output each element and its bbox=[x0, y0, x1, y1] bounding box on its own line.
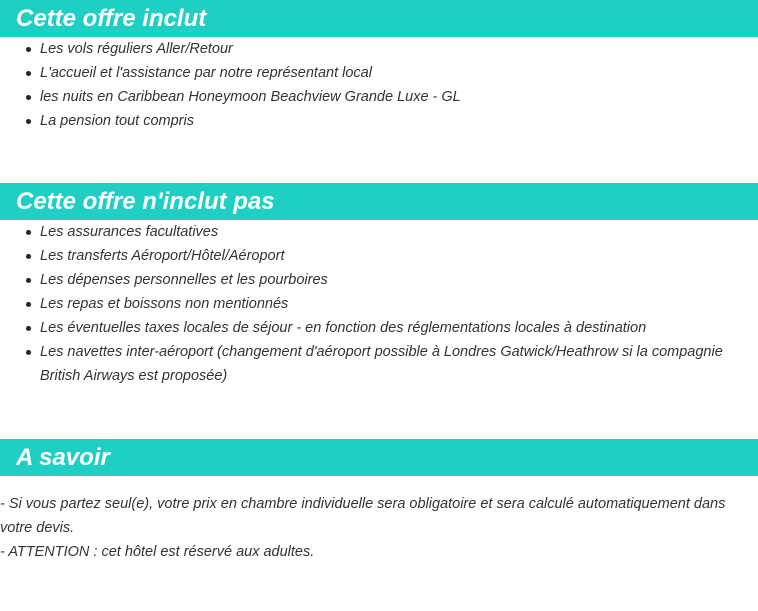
good-to-know-text bbox=[0, 492, 758, 564]
not-included-list bbox=[0, 220, 758, 388]
list-item bbox=[0, 244, 758, 268]
list-item bbox=[0, 316, 758, 340]
list-item-text: Les assurances facultatives bbox=[40, 224, 219, 240]
bullet-icon bbox=[26, 71, 31, 76]
good-to-know-title: A savoir bbox=[0, 439, 758, 476]
info-line: - ATTENTION : cet hôtel est réservé aux adultes. bbox=[0, 544, 315, 560]
list-item bbox=[0, 85, 758, 109]
list-item-text: Les vols réguliers Aller/Retour bbox=[40, 41, 233, 57]
list-item bbox=[0, 292, 758, 316]
bullet-icon bbox=[26, 119, 31, 124]
list-item bbox=[0, 220, 758, 244]
list-item-text: La pension tout compris bbox=[40, 113, 194, 129]
bullet-icon bbox=[26, 254, 31, 259]
bullet-icon bbox=[26, 47, 31, 52]
list-item bbox=[0, 268, 758, 292]
list-item-text: Les transferts Aéroport/Hôtel/Aéroport bbox=[40, 248, 285, 264]
list-item-text: Les repas et boissons non mentionnés bbox=[40, 296, 289, 312]
list-item bbox=[0, 109, 758, 133]
included-list bbox=[0, 37, 758, 133]
included-title: Cette offre inclut bbox=[0, 0, 758, 37]
bullet-icon bbox=[26, 350, 31, 355]
not-included-section bbox=[0, 183, 758, 388]
bullet-icon bbox=[26, 326, 31, 331]
info-line: - Si vous partez seul(e), votre prix en chambre individuelle sera obligatoire et sera calculé automatiquement dans votre devis. bbox=[0, 496, 726, 536]
list-item bbox=[0, 340, 758, 388]
list-item-text: Les navettes inter-aéroport (changement d'aéroport possible à Londres Gatwick/Heathrow si la compagnie British Airways est proposée) bbox=[40, 344, 723, 384]
not-included-title: Cette offre n'inclut pas bbox=[0, 183, 758, 220]
bullet-icon bbox=[26, 302, 31, 307]
list-item-text: les nuits en Caribbean Honeymoon Beachview Grande Luxe - GL bbox=[40, 89, 461, 105]
included-section bbox=[0, 0, 758, 133]
good-to-know-section bbox=[0, 439, 758, 564]
bullet-icon bbox=[26, 278, 31, 283]
list-item-text: Les éventuelles taxes locales de séjour - en fonction des réglementations locales à destination bbox=[40, 320, 647, 336]
list-item bbox=[0, 61, 758, 85]
list-item-text: Les dépenses personnelles et les pourboires bbox=[40, 272, 328, 288]
list-item bbox=[0, 37, 758, 61]
bullet-icon bbox=[26, 230, 31, 235]
list-item-text: L'accueil et l'assistance par notre représentant local bbox=[40, 65, 372, 81]
bullet-icon bbox=[26, 95, 31, 100]
